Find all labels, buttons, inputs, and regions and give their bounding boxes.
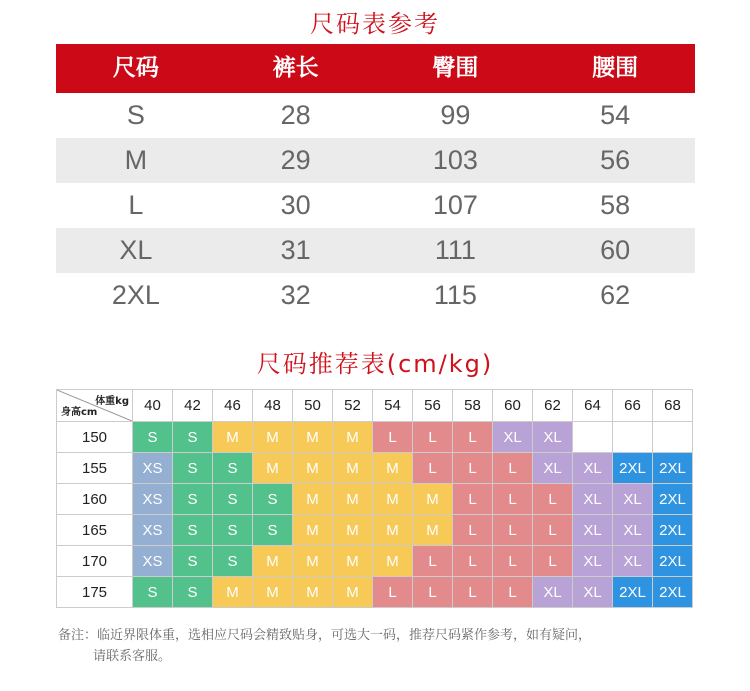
weight-header-cell: 42	[173, 390, 213, 422]
size-recommendation-cell: 2XL	[653, 484, 693, 515]
hip-cell: 103	[432, 145, 478, 175]
size-recommendation-cell: M	[373, 453, 413, 484]
size-recommendation-cell: M	[373, 546, 413, 577]
size-recommendation-cell: M	[333, 546, 373, 577]
header-hip: 臀围	[432, 55, 479, 81]
size-recommendation-cell: XS	[133, 546, 173, 577]
weight-header-cell: 54	[373, 390, 413, 422]
header-waist: 腰围	[592, 55, 639, 81]
size-recommendation-cell: S	[173, 515, 213, 546]
size-recommendation-cell: 2XL	[653, 515, 693, 546]
size-recommendation-cell: L	[493, 453, 533, 484]
size-recommendation-cell: L	[453, 577, 493, 608]
size-recommendation-cell: M	[293, 422, 333, 453]
size-recommendation-cell: XL	[493, 422, 533, 453]
size-cell: XL	[119, 235, 153, 265]
size-recommendation-cell: M	[293, 515, 333, 546]
weight-header-cell: 60	[493, 390, 533, 422]
size-recommendation-cell: L	[453, 484, 493, 515]
weight-header-row	[57, 390, 693, 422]
size-recommendation-cell: L	[533, 484, 573, 515]
length-cell: 28	[280, 100, 311, 130]
size-recommendation-cell: L	[453, 453, 493, 484]
size-recommendation-cell: M	[253, 453, 293, 484]
size-recommendation-cell: L	[413, 577, 453, 608]
height-row	[57, 422, 693, 453]
size-recommendation-cell: S	[213, 484, 253, 515]
size-recommendation-cell: M	[333, 577, 373, 608]
size-recommendation-cell: XL	[573, 546, 613, 577]
size-recommendation-cell: S	[253, 484, 293, 515]
size-recommendation-cell: L	[493, 577, 533, 608]
size-row	[56, 228, 695, 273]
size-recommendation-cell: L	[373, 577, 413, 608]
size-recommendation-cell	[613, 422, 653, 453]
size-recommendation-cell: M	[333, 484, 373, 515]
length-cell: 29	[280, 145, 311, 175]
size-recommendation-cell: S	[173, 546, 213, 577]
size-recommendation-cell: M	[413, 484, 453, 515]
size-recommendation-cell: XL	[613, 546, 653, 577]
size-recommendation-table	[56, 389, 693, 608]
size-chart-header	[56, 44, 695, 93]
weight-header-cell: 66	[613, 390, 653, 422]
header-size: 尺码	[112, 55, 159, 81]
weight-header-cell: 50	[293, 390, 333, 422]
footnote	[58, 625, 708, 667]
hip-cell: 99	[440, 100, 471, 130]
size-recommendation-cell: M	[373, 484, 413, 515]
weight-axis-label: 体重kg	[95, 396, 129, 407]
size-cell: 2XL	[111, 280, 160, 310]
hip-cell: 107	[432, 190, 478, 220]
size-recommendation-cell: M	[253, 422, 293, 453]
size-chart-table	[56, 44, 695, 318]
size-recommendation-cell: S	[173, 422, 213, 453]
size-recommendation-cell: L	[493, 484, 533, 515]
footnote-line-2: 请联系客服。	[93, 649, 172, 664]
height-header-cell: 160	[57, 484, 133, 515]
height-header-cell: 170	[57, 546, 133, 577]
size-recommendation-cell: 2XL	[653, 546, 693, 577]
size-recommendation-cell: XS	[133, 515, 173, 546]
size-row	[56, 138, 695, 183]
size-recommendation-cell: L	[453, 546, 493, 577]
size-recommendation-cell: XL	[533, 453, 573, 484]
height-row	[57, 515, 693, 546]
size-recommendation-cell: S	[173, 577, 213, 608]
size-recommendation-cell: M	[253, 546, 293, 577]
size-recommendation-cell: M	[293, 484, 333, 515]
height-header-cell: 165	[57, 515, 133, 546]
size-recommendation-cell: L	[493, 546, 533, 577]
size-recommendation-cell	[653, 422, 693, 453]
size-recommendation-cell: XS	[133, 453, 173, 484]
size-recommendation-cell: L	[373, 422, 413, 453]
size-recommendation-cell: XL	[573, 484, 613, 515]
height-row	[57, 577, 693, 608]
hip-cell: 111	[434, 235, 476, 265]
size-recommendation-cell: M	[333, 515, 373, 546]
size-chart-title: 尺码表参考	[310, 10, 440, 38]
size-recommendation-cell: XL	[573, 515, 613, 546]
size-recommendation-cell: M	[293, 577, 333, 608]
size-recommendation-cell: M	[293, 453, 333, 484]
height-row	[57, 453, 693, 484]
size-recommendation-cell: M	[373, 515, 413, 546]
length-cell: 32	[280, 280, 311, 310]
height-axis-label: 身高cm	[61, 407, 98, 418]
height-row	[57, 546, 693, 577]
size-recommendation-cell: L	[533, 546, 573, 577]
size-recommendation-cell: L	[413, 453, 453, 484]
size-recommendation-cell: S	[213, 453, 253, 484]
waist-cell: 60	[600, 235, 631, 265]
waist-cell: 56	[600, 145, 631, 175]
weight-header-cell: 58	[453, 390, 493, 422]
weight-header-cell: 48	[253, 390, 293, 422]
size-recommendation-cell: S	[133, 422, 173, 453]
height-row	[57, 484, 693, 515]
size-cell: S	[126, 100, 145, 130]
size-recommendation-cell: S	[253, 515, 293, 546]
size-recommendation-cell: S	[213, 546, 253, 577]
weight-header-cell: 52	[333, 390, 373, 422]
size-recommendation-cell: L	[453, 515, 493, 546]
corner-cell	[57, 390, 133, 422]
size-row	[56, 273, 695, 318]
size-recommendation-cell: M	[293, 546, 333, 577]
size-recommendation-cell: XL	[613, 515, 653, 546]
size-recommendation-cell: S	[213, 515, 253, 546]
size-recommendation-cell: L	[453, 422, 493, 453]
size-recommendation-cell: M	[333, 453, 373, 484]
size-recommendation-cell: M	[413, 515, 453, 546]
size-recommendation-cell: XL	[533, 422, 573, 453]
height-header-cell: 150	[57, 422, 133, 453]
size-recommendation-cell: XS	[133, 484, 173, 515]
size-recommendation-cell: M	[213, 422, 253, 453]
size-recommendation-cell: M	[333, 422, 373, 453]
size-recommendation-cell: S	[173, 484, 213, 515]
size-recommendation-cell: XL	[533, 577, 573, 608]
size-cell: L	[128, 190, 144, 220]
size-recommendation-cell: XL	[573, 453, 613, 484]
weight-header-cell: 46	[213, 390, 253, 422]
weight-header-cell: 62	[533, 390, 573, 422]
size-recommendation-cell: L	[493, 515, 533, 546]
size-recommendation-cell: XL	[613, 484, 653, 515]
recommendation-title: 尺码推荐表(cm/kg)	[256, 350, 494, 378]
height-header-cell: 155	[57, 453, 133, 484]
footnote-line-1: 备注：临近界限体重，选相应尺码会精致贴身，可选大一码，推荐尺码紧作参考，如有疑问，	[58, 628, 592, 643]
size-recommendation-cell: S	[173, 453, 213, 484]
height-header-cell: 175	[57, 577, 133, 608]
size-recommendation-cell: L	[533, 515, 573, 546]
size-row	[56, 93, 695, 138]
size-recommendation-cell: M	[213, 577, 253, 608]
size-recommendation-cell	[573, 422, 613, 453]
size-recommendation-cell: 2XL	[653, 453, 693, 484]
size-recommendation-cell: M	[253, 577, 293, 608]
size-cell: M	[124, 145, 148, 175]
weight-header-cell: 64	[573, 390, 613, 422]
size-recommendation-cell: L	[413, 422, 453, 453]
length-cell: 31	[280, 235, 311, 265]
size-recommendation-cell: S	[133, 577, 173, 608]
size-recommendation-cell: 2XL	[613, 453, 653, 484]
hip-cell: 115	[433, 280, 477, 310]
size-row	[56, 183, 695, 228]
weight-header-cell: 40	[133, 390, 173, 422]
waist-cell: 58	[600, 190, 631, 220]
size-recommendation-cell: 2XL	[653, 577, 693, 608]
size-recommendation-cell: XL	[573, 577, 613, 608]
waist-cell: 62	[600, 280, 631, 310]
size-recommendation-cell: 2XL	[613, 577, 653, 608]
length-cell: 30	[280, 190, 311, 220]
size-recommendation-cell: L	[413, 546, 453, 577]
weight-header-cell: 68	[653, 390, 693, 422]
weight-header-cell: 56	[413, 390, 453, 422]
waist-cell: 54	[600, 100, 631, 130]
header-pants-length: 裤长	[272, 55, 319, 81]
